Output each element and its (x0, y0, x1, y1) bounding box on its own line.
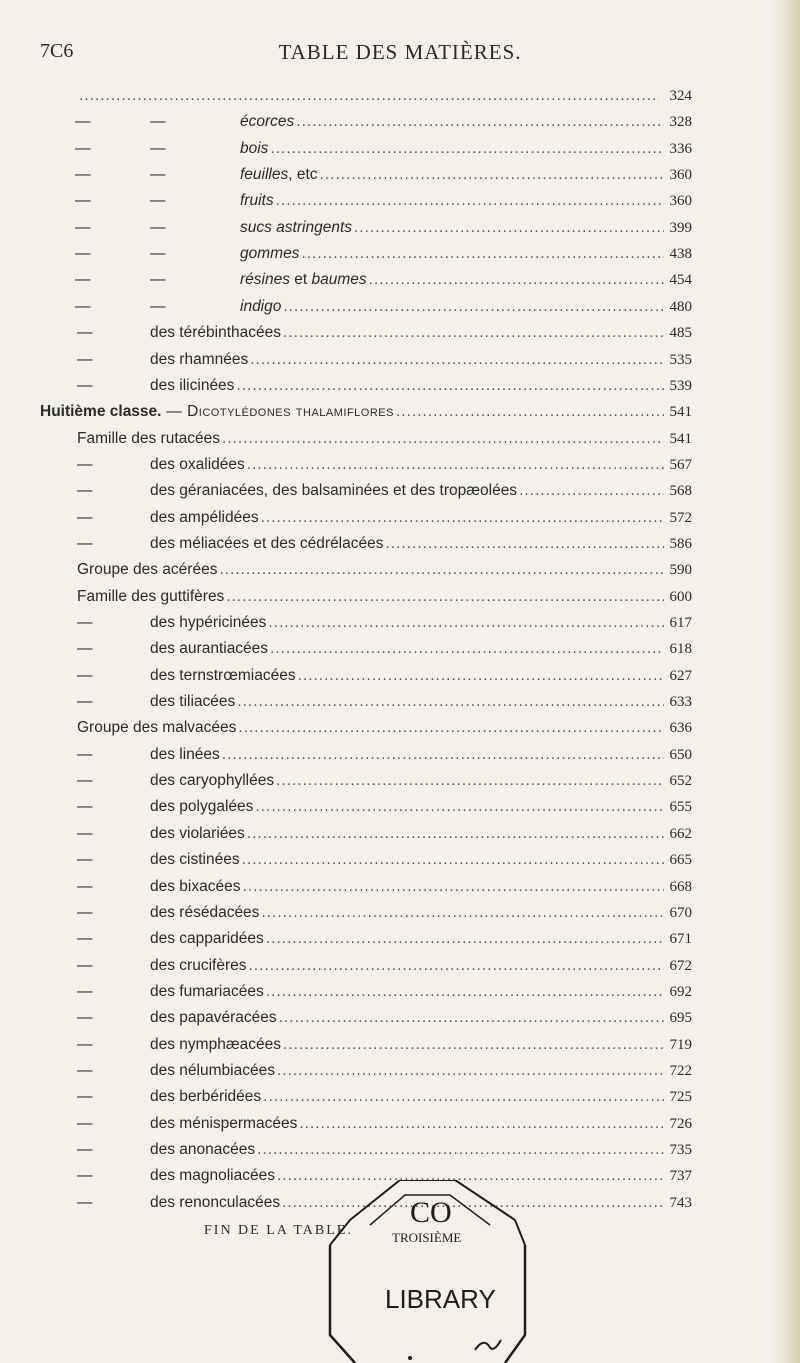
entry-page-number: 600 (669, 588, 692, 605)
toc-entry (0, 294, 800, 320)
toc-entry (0, 109, 800, 135)
dot-leader (257, 1137, 663, 1163)
toc-entry-title (75, 162, 318, 188)
ditto-dash: — (75, 218, 91, 236)
dot-leader (369, 267, 664, 293)
ditto-dash: — (150, 245, 166, 263)
toc-entry-title (40, 1032, 281, 1058)
ditto-dash: — (77, 508, 93, 526)
entry-page-number: 633 (669, 694, 692, 711)
page-header (0, 40, 800, 70)
entry-subject: bois (240, 139, 269, 157)
toc-entry-title (40, 1163, 275, 1189)
toc-entry (0, 505, 800, 531)
ditto-dash: — (150, 218, 166, 236)
toc-entry-title (40, 1137, 255, 1163)
toc-entry-title (40, 821, 245, 847)
entry-page-number: 480 (669, 298, 692, 315)
dot-leader (283, 320, 664, 346)
ditto-dash: — (150, 139, 166, 157)
entry-subject: sucs astringents (240, 218, 352, 236)
toc-entry (0, 715, 800, 741)
ditto-dash: — (77, 534, 93, 552)
ditto-dash: — (150, 113, 166, 131)
toc-entry-title (40, 689, 235, 715)
entry-text: des bixacées (150, 877, 241, 895)
toc-entry (0, 926, 800, 952)
dot-leader (248, 953, 663, 979)
dot-leader (268, 610, 663, 636)
entry-page-number: 324 (669, 88, 692, 104)
dot-leader (396, 399, 664, 425)
entry-text: des magnoliacées (150, 1167, 275, 1185)
toc-entry-title (40, 452, 245, 478)
entry-page-number: 722 (669, 1062, 692, 1079)
ditto-dash: — (77, 1167, 93, 1185)
dot-leader (250, 347, 663, 373)
dot-leader (226, 584, 663, 610)
toc-entry-title (75, 241, 299, 267)
toc-entry-title (75, 136, 268, 162)
toc-entry (0, 1058, 800, 1084)
toc-entry (0, 900, 800, 926)
dot-leader (299, 1111, 663, 1137)
entry-page-number: 572 (669, 509, 692, 526)
entry-page-number: 735 (669, 1142, 692, 1158)
toc-entry (0, 610, 800, 636)
entry-text: des nélumbiacées (150, 1061, 275, 1079)
toc-entry (0, 162, 800, 188)
dot-leader (236, 373, 663, 399)
ditto-dash: — (75, 271, 91, 289)
entry-page-number: 671 (669, 931, 692, 948)
entry-suffix: , etc (288, 166, 318, 184)
ditto-dash: — (75, 139, 91, 157)
entry-page-number: 336 (669, 140, 692, 157)
entry-text: des berbéridées (150, 1088, 262, 1106)
entry-page-number: 586 (669, 535, 692, 552)
dot-leader (298, 663, 664, 689)
ditto-dash: — (77, 903, 93, 921)
ditto-dash: — (75, 245, 91, 263)
entry-page-number: 737 (669, 1168, 692, 1185)
entry-page-number: 692 (669, 983, 692, 1000)
ditto-dash: — (75, 297, 91, 315)
library-stamp (300, 1180, 560, 1363)
entry-text: des géraniacées, des balsaminées et des tropæolées (150, 482, 518, 500)
toc-entry-title (40, 505, 259, 531)
ditto-dash: — (75, 166, 91, 184)
ditto-dash: — (77, 376, 93, 394)
entry-text: des capparidées (150, 930, 264, 948)
ditto-dash: — (77, 772, 93, 790)
entry-text: des violariées (150, 824, 245, 842)
toc-entry-title (40, 847, 240, 873)
ditto-dash: — (150, 297, 166, 315)
toc-entry-title (75, 215, 352, 241)
entry-subject: résines (240, 271, 290, 289)
ditto-dash: — (77, 930, 93, 948)
entry-page-number: 670 (669, 904, 692, 921)
toc-entry (0, 188, 800, 214)
ditto-dash: — (77, 640, 93, 658)
toc-entry (0, 347, 800, 373)
entry-text: des rhamnées (150, 350, 249, 368)
toc-entry (0, 742, 800, 768)
toc-entry (0, 874, 800, 900)
stamp-signature (475, 1340, 501, 1350)
toc-entry (0, 83, 800, 109)
toc-entry (0, 478, 800, 504)
toc-entry (0, 689, 800, 715)
toc-entry (0, 979, 800, 1005)
dot-leader (266, 926, 664, 952)
toc-entry (0, 663, 800, 689)
toc-entry-title (77, 715, 236, 741)
dot-leader (237, 689, 663, 715)
ditto-dash: — (77, 798, 93, 816)
entry-page-number: 662 (669, 825, 692, 842)
entry-text: Groupe des acérées (77, 561, 218, 579)
dot-leader (283, 294, 663, 320)
ditto-dash: — (77, 982, 93, 1000)
entry-page-number: 590 (669, 562, 692, 579)
entry-text: des nymphæacées (150, 1035, 281, 1053)
ditto-dash: — (77, 455, 93, 473)
toc-entry-title (40, 742, 220, 768)
toc-entry (0, 847, 800, 873)
entry-text: des aurantiacées (150, 640, 269, 658)
entry-page-number: 438 (669, 246, 692, 263)
entry-text: des ménispermacées (150, 1114, 298, 1132)
toc-entry-title (40, 926, 264, 952)
toc-entry-title (40, 1111, 297, 1137)
entry-subject: indigo (240, 297, 282, 315)
entry-text: des renonculacées (150, 1193, 281, 1211)
stamp-top-text: CO (410, 1196, 452, 1229)
entry-text: des fumariacées (150, 982, 264, 1000)
page-title: TABLE DES MATIÈRES. (278, 40, 522, 64)
entry-page-number: 672 (669, 957, 692, 974)
entry-text: des papavéracées (150, 1009, 277, 1027)
ditto-dash: — (77, 1009, 93, 1027)
entry-text: des anonacées (150, 1141, 256, 1158)
toc-entry-title (77, 426, 220, 452)
entry-subject: baumes (311, 271, 367, 289)
entry-text: des crucifères (150, 956, 247, 974)
ditto-dash: — (77, 693, 93, 711)
toc-entry (0, 557, 800, 583)
dot-leader (283, 1032, 664, 1058)
ditto-dash: — (75, 113, 91, 131)
toc-entry-title (75, 267, 367, 293)
toc-entry-title (40, 373, 234, 399)
ditto-dash: — (75, 192, 91, 210)
toc-entry (0, 1005, 800, 1031)
dot-leader (301, 241, 663, 267)
dot-leader (261, 505, 664, 531)
entry-page-number: 652 (669, 773, 692, 790)
class-heading: Huitième classe. (40, 403, 162, 421)
toc-entry (0, 136, 800, 162)
entry-text: des oxalidées (150, 455, 245, 473)
dot-leader (255, 794, 663, 820)
dot-leader (238, 715, 663, 741)
entry-page-number: 726 (669, 1115, 692, 1132)
ditto-dash: — (150, 166, 166, 184)
toc-entry-title (40, 874, 240, 900)
ditto-dash: — (77, 1114, 93, 1132)
entry-subject: feuilles (240, 166, 289, 184)
ditto-dash: — (150, 192, 166, 210)
entry-subject: fruits (240, 192, 274, 210)
stamp-library-text: LIBRARY (385, 1284, 496, 1314)
ditto-dash: — (77, 614, 93, 631)
ditto-dash: — (77, 745, 93, 763)
toc-entry (0, 426, 800, 452)
toc-entry-title (40, 399, 394, 425)
toc-entry-title (40, 979, 264, 1005)
ditto-dash: — (77, 1088, 93, 1106)
entry-text: Groupe des malvacées (77, 719, 237, 737)
toc-entry-title (40, 1005, 277, 1031)
entry-page-number: 541 (669, 404, 692, 421)
toc-entry (0, 1111, 800, 1137)
entry-page-number: 399 (669, 219, 692, 236)
entry-page-number: 360 (669, 167, 692, 184)
dot-leader (222, 742, 664, 768)
ditto-dash: — (77, 1141, 93, 1158)
dot-leader (277, 1058, 664, 1084)
ditto-dash: — (77, 877, 93, 895)
toc-entry (0, 399, 800, 425)
toc-entry-title (40, 663, 296, 689)
toc-entry-title (40, 1084, 261, 1110)
dot-leader (242, 874, 663, 900)
toc-entry (0, 267, 800, 293)
toc-entry (0, 584, 800, 610)
toc-entry (0, 1084, 800, 1110)
toc-entry (0, 320, 800, 346)
entry-text: des ternstrœmiacées (150, 666, 296, 684)
toc-entry-title (77, 584, 224, 610)
stamp-mark (408, 1356, 412, 1360)
dot-leader (270, 136, 663, 162)
entry-text: des cistinées (150, 851, 240, 869)
entry-text: des résédacées (150, 903, 260, 921)
toc-entry-title (75, 109, 294, 135)
entry-page-number: 617 (669, 615, 692, 631)
toc-entry (0, 794, 800, 820)
entry-page-number: 743 (669, 1194, 692, 1211)
toc-entry (0, 373, 800, 399)
toc-entry-title (77, 557, 217, 583)
dot-leader (79, 83, 659, 109)
toc-entry-title (75, 294, 281, 320)
toc-entry (0, 821, 800, 847)
toc-entry (0, 452, 800, 478)
entry-text: des hypéricinées (150, 614, 267, 631)
dot-leader (276, 768, 663, 794)
dot-leader (222, 426, 663, 452)
dot-leader (247, 452, 664, 478)
dot-leader (296, 109, 663, 135)
toc-entry-title (40, 953, 246, 979)
ditto-dash: — (77, 851, 93, 869)
entry-page-number: 725 (669, 1089, 692, 1106)
dot-leader (266, 979, 664, 1005)
ditto-dash: — (77, 956, 93, 974)
entry-page-number: 665 (669, 852, 692, 869)
entry-text: des caryophyllées (150, 772, 275, 790)
toc-entry (0, 531, 800, 557)
toc-entry-title (40, 478, 517, 504)
entry-page-number: 655 (669, 799, 692, 816)
toc-entry-title (75, 188, 274, 214)
ditto-dash: — (77, 1193, 93, 1211)
toc-entry (0, 768, 800, 794)
toc-entry-title (40, 320, 281, 346)
entry-page-number: 535 (669, 351, 692, 368)
dot-leader (279, 1005, 664, 1031)
ditto-dash: — (77, 1035, 93, 1053)
ditto-dash: — (77, 350, 93, 368)
entry-text: Famille des rutacées (77, 429, 221, 447)
toc-entry-title (40, 636, 268, 662)
entry-page-number: 360 (669, 193, 692, 210)
toc-entry-title (40, 347, 248, 373)
entry-text: des méliacées et des cédrélacées (150, 534, 384, 552)
entry-text: des polygalées (150, 798, 254, 816)
entry-page-number: 636 (669, 720, 692, 737)
dot-leader (354, 215, 664, 241)
entry-page-number: 539 (669, 377, 692, 394)
toc-entry-title (40, 900, 259, 926)
ditto-dash: — (77, 666, 93, 684)
ditto-dash: — (150, 271, 166, 289)
entry-page-number: 719 (669, 1036, 692, 1053)
entry-text: Famille des guttifères (77, 587, 225, 605)
stamp-arc-text: TROISIÈME (392, 1230, 462, 1245)
entry-page-number: 627 (669, 667, 692, 684)
toc-entry-title (40, 1058, 275, 1084)
entry-page-number: 618 (669, 641, 692, 658)
entry-page-number: 695 (669, 1010, 692, 1027)
toc-entry (0, 636, 800, 662)
entry-text: des térébinthacées (150, 324, 281, 342)
entry-page-number: 328 (669, 114, 692, 131)
toc-entry (0, 1032, 800, 1058)
entry-page-number: 668 (669, 878, 692, 895)
dot-leader (519, 478, 663, 504)
toc-entry-title (40, 1190, 280, 1216)
ditto-dash: — (77, 824, 93, 842)
end-of-table-text: FIN DE LA TABLE. (204, 1223, 353, 1238)
dot-leader (219, 557, 663, 583)
entry-suffix: et (289, 271, 312, 289)
entry-page-number: 454 (669, 272, 692, 289)
toc-entry-title (40, 768, 274, 794)
toc-entry (0, 1137, 800, 1163)
dot-leader (263, 1084, 663, 1110)
toc-entry-title (40, 794, 253, 820)
entry-text: des ampélidées (150, 508, 259, 526)
ditto-dash: — (77, 482, 93, 500)
entry-page-number: 650 (669, 746, 692, 763)
entry-page-number: 485 (669, 325, 692, 342)
toc-entry-title (40, 610, 266, 636)
ditto-dash: — (77, 324, 93, 342)
toc-entry-title (40, 531, 384, 557)
entry-text: des linées (150, 745, 220, 763)
entry-page-number: 567 (669, 456, 692, 473)
dot-leader (276, 188, 664, 214)
entry-subject: écorces (240, 113, 295, 131)
dot-leader (261, 900, 663, 926)
ditto-dash: — (77, 1061, 93, 1079)
class-heading-subtitle: — Dicotylédones thalamiflores (161, 403, 394, 421)
entry-page-number: 541 (669, 430, 692, 447)
entry-page-number: 568 (669, 483, 692, 500)
toc-entry (0, 241, 800, 267)
page-number: 7C6 (40, 40, 74, 62)
dot-leader (247, 821, 664, 847)
entry-text: des tiliacées (150, 693, 236, 711)
dot-leader (320, 162, 664, 188)
entry-text: des ilicinées (150, 376, 235, 394)
entry-subject: gommes (240, 245, 300, 263)
dot-leader (386, 531, 664, 557)
dot-leader (270, 636, 663, 662)
dot-leader (242, 847, 664, 873)
toc-entry (0, 215, 800, 241)
toc-entry (0, 953, 800, 979)
